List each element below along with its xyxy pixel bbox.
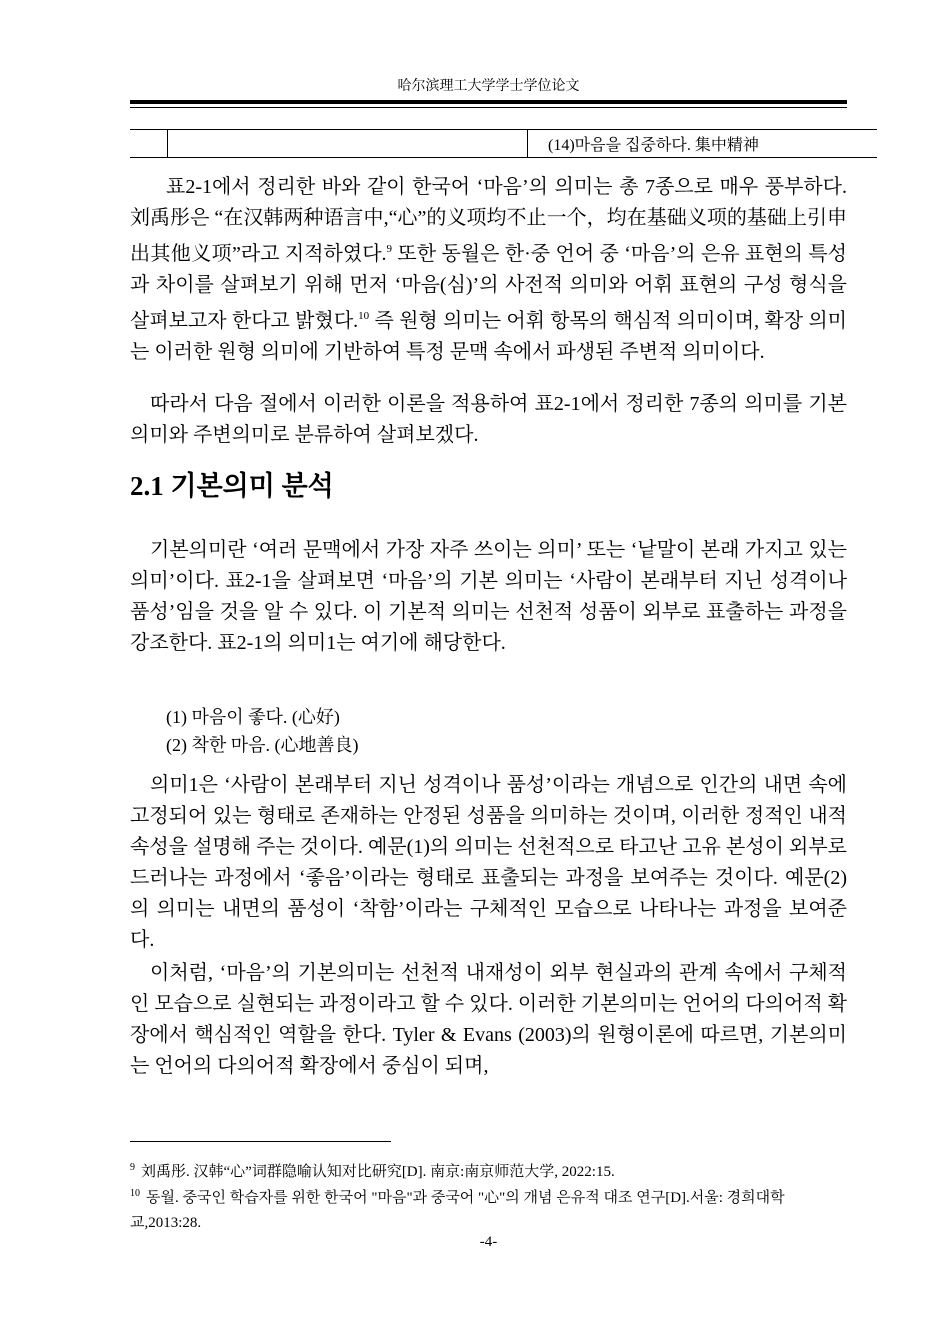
footnote-ref-10[interactable]: 10 bbox=[358, 310, 370, 322]
footnote-ref-9[interactable]: 9 bbox=[386, 243, 393, 255]
table-cell-meaning-14: (14)마음을 집중하다. 集中精神 bbox=[528, 130, 878, 158]
footnote-10 bbox=[130, 1181, 847, 1236]
table-cell-empty-2 bbox=[168, 130, 528, 158]
header-rule-thin bbox=[130, 107, 847, 108]
example-1: (1) 마음이 좋다. (心好) bbox=[166, 707, 340, 727]
table-fragment bbox=[130, 129, 877, 158]
footnote-number: 10 bbox=[130, 1188, 140, 1199]
paragraph-1-part-c: 즉 원형 의미는 어휘 항목의 핵심적 의미이며, 확장 의미는 이러한 원형 의미에 기반하여 특정 문맥 속에서 파생된 주변적 의미이다. bbox=[130, 310, 847, 363]
footnote-number: 9 bbox=[130, 1162, 135, 1173]
footnote-separator bbox=[130, 1141, 391, 1142]
footnote-text: 동월. 중국인 학습자를 위한 한국어 "마음"과 중국어 "心"의 개념 은유적 대조 연구[D].서울: 경희대학교,2013:28. bbox=[130, 1190, 785, 1231]
footnote-text: 刘禹彤. 汉韩“心”词群隐喻认知对比研究[D]. 南京:南京师范大学, 2022:15. bbox=[141, 1164, 615, 1180]
paragraph-1-part-b: 또한 동월은 한·중 언어 중 ‘마음’의 은유 표현의 특성과 차이를 살펴보기 위해 먼저 ‘마음(심)’의 사전적 의미와 어휘 표현의 구성 형식을 살펴보고자 한다고 밝혔다. bbox=[130, 243, 847, 332]
running-header: 哈尔滨理工大学学士学位论文 bbox=[397, 79, 580, 94]
paragraph-1 bbox=[130, 172, 847, 368]
paragraph-3: 기본의미란 ‘여러 문맥에서 가장 자주 쓰이는 의미’ 또는 ‘낱말이 본래 가지고 있는 의미’이다. 표2-1을 살펴보면 ‘마음’의 기본 의미는 ‘사람이 본래부터 지닌 성격이나 품성’임을 것을 알 수 있다. 이 기본적 의미는 선천적 성품이 외부로 표출하는 과정을 강조한다. 표2-1의 의미1는 여기에 해당한다. bbox=[130, 539, 847, 654]
header-rule-thick bbox=[130, 100, 847, 104]
paragraph-5: 이처럼, ‘마음’의 기본의미는 선천적 내재성이 외부 현실과의 관계 속에서 구체적인 모습으로 실현되는 과정이라고 할 수 있다. 이러한 기본의미는 언어의 다의어적 확장에서 핵심적인 역할을 한다. Tyler & Evans (2003)의 원형이론에 따르면, 기본의미는 언어의 다의어적 확장에서 중심이 되며, bbox=[130, 962, 847, 1077]
table-row bbox=[130, 130, 877, 158]
table-cell-empty-1 bbox=[130, 130, 168, 158]
paragraph-2: 따라서 다음 절에서 이러한 이론을 적용하여 표2-1에서 정리한 7종의 의미를 기본의미와 주변의미로 분류하여 살펴보겠다. bbox=[130, 393, 847, 446]
paragraph-1-part-a: 표2-1에서 정리한 바와 같이 한국어 ‘마음’의 의미는 총 7종으로 매우 풍부하다. 刘禹彤은 “在汉韩两种语言中,“心”的义项均不止一个，均在基础义项的基础上引申出其他义项”라고 지적하였다. bbox=[130, 176, 847, 265]
page-number: -4- bbox=[479, 1234, 498, 1250]
paragraph-4: 의미1은 ‘사람이 본래부터 지닌 성격이나 품성’이라는 개념으로 인간의 내면 속에 고정되어 있는 형태로 존재하는 안정된 성품을 의미하는 것이며, 이러한 정적인 내적 속성을 설명해 주는 것이다. 예문(1)의 의미는 선천적으로 타고난 고유 본성이 외부로 드러나는 과정에서 ‘좋음’이라는 형태로 표출되는 과정을 보여주는 것이다. 예문(2)의 의미는 내면의 품성이 ‘착함’이라는 구체적인 모습으로 나타나는 과정을 보여준다. bbox=[130, 774, 847, 951]
section-heading: 2.1 기본의미 분석 bbox=[130, 471, 334, 501]
example-2: (2) 착한 마음. (心地善良) bbox=[166, 735, 359, 755]
